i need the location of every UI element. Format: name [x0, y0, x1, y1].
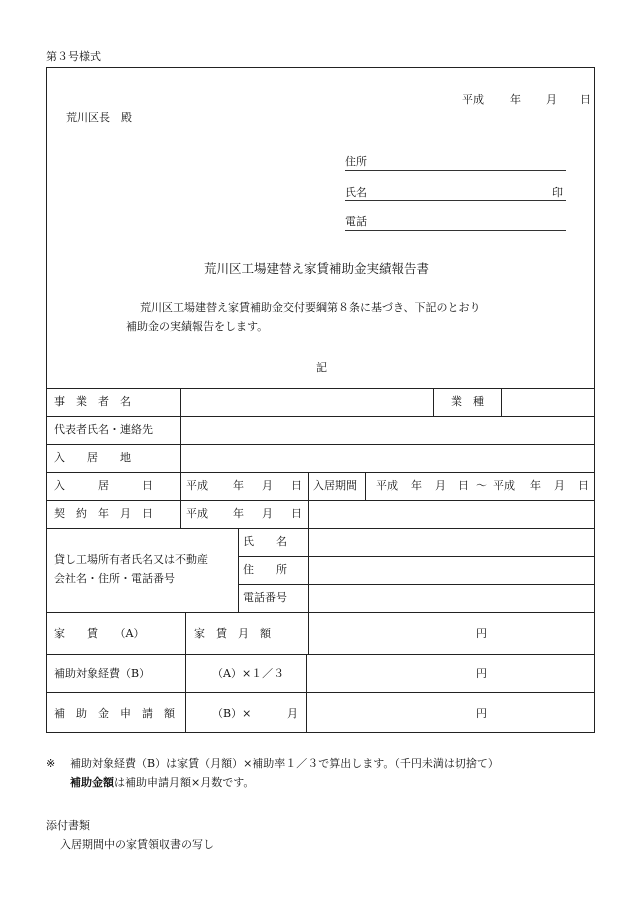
application-yen: 円 [476, 707, 487, 720]
industry-label: 業 種 [451, 395, 484, 408]
date-year: 年 [510, 93, 521, 106]
col-divider [185, 612, 186, 733]
period-label: 入居期間 [313, 479, 357, 492]
phone-underline [345, 230, 566, 231]
row-divider [46, 612, 595, 613]
subsidy-expense-formula: （A）×１／３ [212, 667, 285, 680]
row-divider [238, 584, 595, 585]
owner-name-label: 氏 名 [243, 535, 287, 548]
application-formula-b: （B）× [212, 707, 252, 720]
col-divider [365, 472, 366, 500]
contract-era: 平成 [186, 507, 208, 520]
move-in-day: 日 [291, 479, 302, 492]
note-line-2-rest: は補助申請月額×月数です。 [114, 776, 255, 789]
col-divider [308, 472, 309, 654]
period-end-day: 日 [578, 479, 589, 492]
ki-mark: 記 [316, 361, 327, 374]
note-line-1: 補助対象経費（B）は家賃（月額）×補助率１／３で算出します。（千円未満は切捨て） [70, 757, 499, 770]
phone-label: 電話 [345, 215, 367, 228]
attachments-item: 入居期間中の家賃領収書の写し [60, 838, 214, 851]
rent-yen: 円 [476, 627, 487, 640]
move-in-month: 月 [262, 479, 273, 492]
col-divider [501, 388, 502, 416]
seal-mark: 印 [552, 186, 563, 199]
application-label: 補 助 金 申 請 額 [54, 707, 175, 720]
col-divider [238, 528, 239, 612]
contract-day: 日 [291, 507, 302, 520]
application-formula-month: 月 [287, 707, 298, 720]
date-day: 日 [580, 93, 591, 106]
form-number: 第３号様式 [46, 50, 101, 63]
period-start-month: 月 [435, 479, 446, 492]
rent-monthly-label: 家 賃 月 額 [194, 627, 271, 640]
row-divider [46, 472, 595, 473]
subsidy-expense-label: 補助対象経費（B） [54, 667, 151, 680]
period-end-month: 月 [554, 479, 565, 492]
contract-date-label: 契 約 年 月 日 [54, 507, 153, 520]
owner-phone-label: 電話番号 [243, 591, 287, 604]
owner-address-label: 住 所 [243, 563, 287, 576]
date-era: 平成 [462, 93, 484, 106]
address-underline [345, 170, 566, 171]
address-label: 住所 [345, 155, 367, 168]
business-name-label-text: 事 業 者 名 [54, 395, 131, 408]
row-divider [46, 692, 595, 693]
note-mark: ※ [46, 757, 56, 770]
period-start-era: 平成 [376, 479, 398, 492]
rent-label: 家 賃 （A） [54, 627, 145, 640]
row-divider [46, 500, 595, 501]
page-title: 荒川区工場建替え家賃補助金実績報告書 [204, 261, 430, 276]
period-end-era: 平成 [493, 479, 515, 492]
period-start-year: 年 [411, 479, 422, 492]
col-divider [180, 388, 181, 528]
subsidy-expense-yen: 円 [476, 667, 487, 680]
representative-label: 代表者氏名・連絡先 [54, 423, 153, 436]
row-divider [46, 444, 595, 445]
date-month: 月 [546, 93, 557, 106]
move-in-year: 年 [233, 479, 244, 492]
row-divider [46, 528, 595, 529]
addressee: 荒川区長 殿 [66, 111, 132, 124]
move-in-era: 平成 [186, 479, 208, 492]
note-line-2 [70, 777, 254, 788]
note-line-2-bold: 補助金額 [70, 776, 114, 789]
row-divider [46, 416, 595, 417]
period-start-day: 日 [458, 479, 469, 492]
table-top-border [46, 388, 595, 389]
owner-label-1: 貸し工場所有者氏名又は不動産 [54, 553, 208, 566]
row-divider [46, 654, 595, 655]
owner-label-2: 会社名・住所・電話番号 [54, 572, 175, 585]
business-name-label [54, 396, 172, 407]
row-divider [238, 556, 595, 557]
name-label: 氏名 [345, 186, 367, 199]
col-divider [306, 654, 307, 733]
col-divider [433, 388, 434, 416]
period-end-year: 年 [530, 479, 541, 492]
move-in-date-label: 入 居 日 [54, 479, 153, 492]
contract-month: 月 [262, 507, 273, 520]
name-underline [345, 200, 566, 201]
intro-line-2: 補助金の実績報告をします。 [126, 320, 269, 333]
location-label: 入 居 地 [54, 451, 131, 464]
attachments-heading: 添付書類 [46, 819, 90, 832]
intro-line-1: 荒川区工場建替え家賃補助金交付要綱第８条に基づき、下記のとおり [140, 301, 481, 314]
period-tilde: ～ [476, 479, 487, 492]
contract-year: 年 [233, 507, 244, 520]
